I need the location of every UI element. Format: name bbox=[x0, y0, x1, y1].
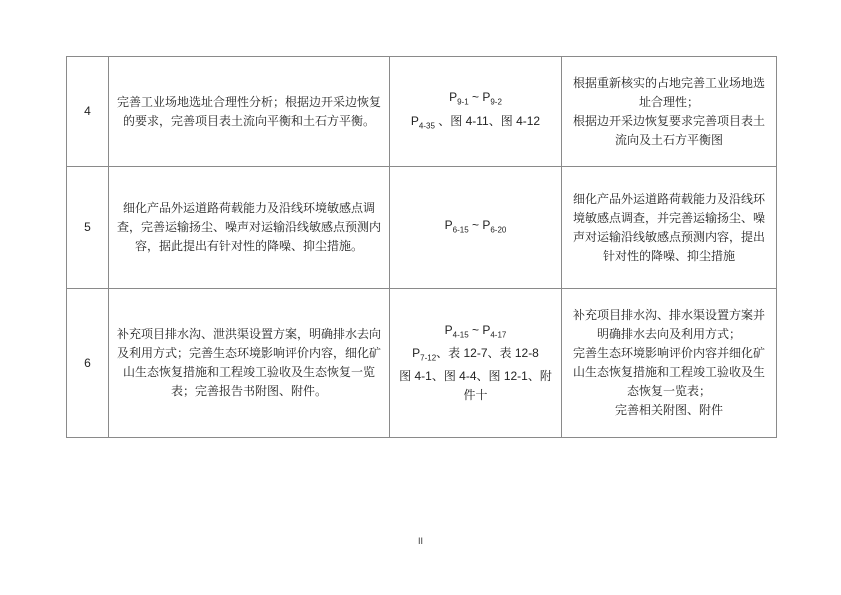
revision-note bbox=[562, 289, 777, 438]
page-reference-line: $P_{4-35}$ 、图 4-11、图 4-12 bbox=[410, 113, 541, 130]
row-number: 4 bbox=[67, 57, 109, 167]
review-opinion: 补充项目排水沟、泄洪渠设置方案，明确排水去向及利用方式；完善生态环境影响评价内容，细化矿山生态恢复措施和工程竣工验收及生态恢复一览表；完善报告书附图、附件。 bbox=[109, 289, 390, 438]
page-reference bbox=[390, 289, 562, 438]
page-reference-line: $P_{6-15}$ ~ $P_{6-20}$ bbox=[444, 217, 507, 235]
page-reference bbox=[390, 57, 562, 167]
revision-note bbox=[562, 167, 777, 289]
revision-line: 细化产品外运道路荷载能力及沿线环境敏感点调查，并完善运输扬尘、噪声对运输沿线敏感点预测内容，提出针对性的降噪、抑尘措施 bbox=[572, 191, 765, 263]
review-opinion: 细化产品外运道路荷载能力及沿线环境敏感点调查，完善运输扬尘、噪声对运输沿线敏感点预测内容，据此提出有针对性的降噪、抑尘措施。 bbox=[109, 167, 390, 289]
revision-line: 补充项目排水沟、排水渠设置方案并明确排水去向及利用方式； bbox=[572, 308, 765, 341]
review-opinion: 完善工业场地选址合理性分析；根据边开采边恢复的要求，完善项目表土流向平衡和土石方平衡。 bbox=[109, 57, 390, 167]
review-response-table bbox=[66, 56, 777, 438]
table-row bbox=[67, 289, 777, 438]
revision-note bbox=[562, 57, 777, 167]
row-number: 6 bbox=[67, 289, 109, 438]
page-reference-line: $P_{9-1}$ ~ $P_{9-2}$ bbox=[449, 90, 502, 107]
revision-line: 根据重新核实的占地完善工业场地选址合理性； bbox=[572, 75, 765, 109]
page-number: II bbox=[417, 536, 423, 546]
revision-line: 完善相关附图、附件 bbox=[614, 403, 723, 417]
row-number: 5 bbox=[67, 167, 109, 289]
page-reference-line: $P_{4-15}$ ~ $P_{4-17}$ bbox=[444, 322, 507, 339]
page-reference-line: $P_{7-12}$、表 12-7、表 12-8 bbox=[412, 346, 539, 363]
table-row bbox=[67, 167, 777, 289]
page-reference bbox=[390, 167, 562, 289]
table-row bbox=[67, 57, 777, 167]
page-reference-line: 图 4-1、图 4-4、图 12-1、附件十 bbox=[399, 369, 552, 403]
revision-line: 根据边开采边恢复要求完善项目表土流向及土石方平衡图 bbox=[572, 113, 765, 147]
revision-line: 完善生态环境影响评价内容并细化矿山生态恢复措施和工程竣工验收及生态恢复一览表； bbox=[572, 346, 765, 398]
